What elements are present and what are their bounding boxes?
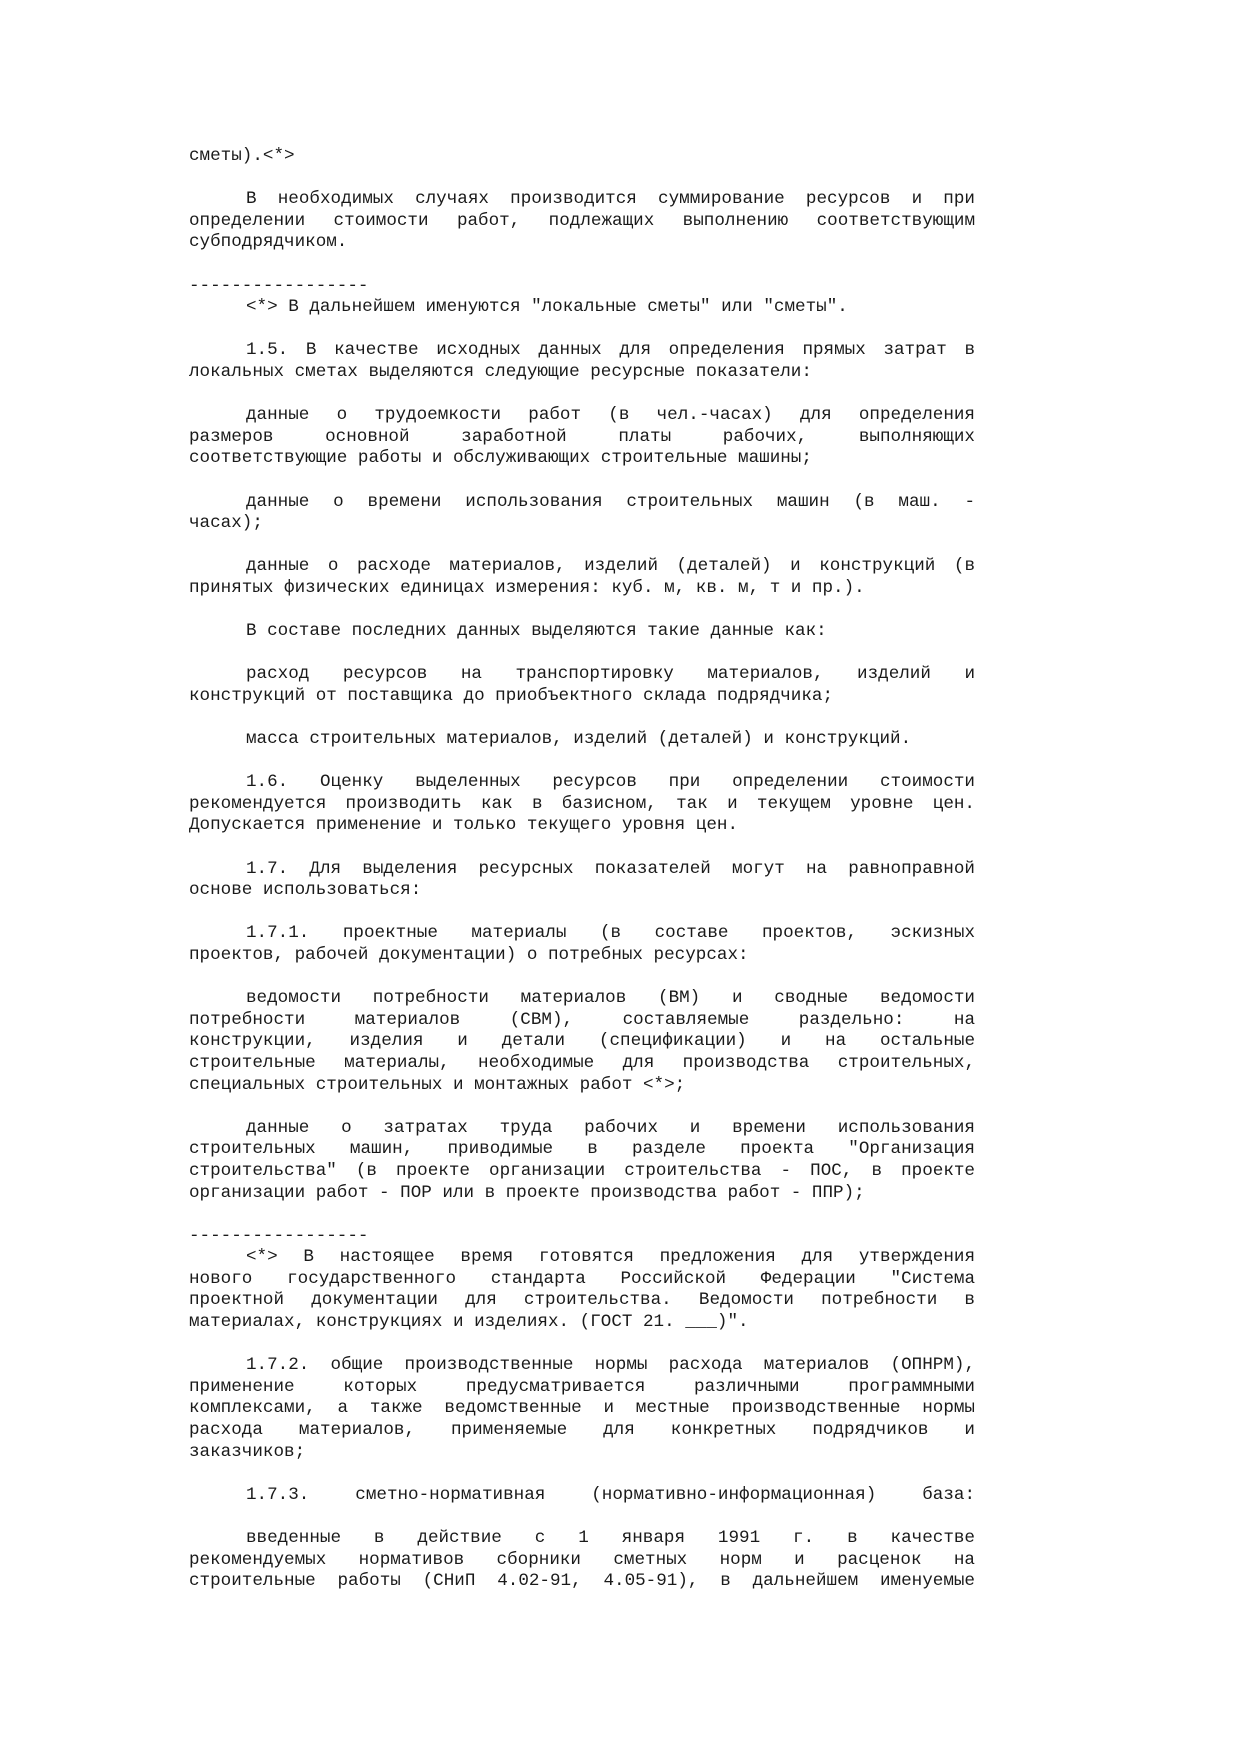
text-line: 1.7.2. общие производственные нормы расхода материалов (ОПНРМ),	[246, 1355, 975, 1376]
text-block	[189, 621, 975, 643]
text-line: применение которых предусматривается различными программными	[189, 1376, 975, 1397]
text-line: проектов, рабочей документации) о потребных ресурсах:	[189, 944, 749, 965]
paragraph-gap	[189, 751, 975, 773]
paragraph-gap	[189, 643, 975, 665]
paragraph-gap	[189, 1204, 975, 1226]
text-block	[189, 146, 975, 168]
text-line: расхода материалов, применяемые для конкретных подрядчиков и	[189, 1420, 975, 1441]
text-block	[189, 189, 975, 254]
text-line: локальных сметах выделяются следующие ресурсные показатели:	[189, 361, 812, 382]
text-line: 1.7.1. проектные материалы (в составе проектов, эскизных	[246, 923, 975, 944]
text-block	[189, 1485, 975, 1507]
text-line: рекомендуется производить как в базисном, так и текущем уровне цен.	[189, 793, 975, 814]
text-block	[189, 340, 975, 383]
text-line: соответствующие работы и обслуживающих строительные машины;	[189, 448, 812, 469]
text-line: введенные в действие с 1 января 1991 г. в качестве	[246, 1528, 975, 1548]
paragraph-gap	[189, 254, 975, 276]
text-line: рекомендуемых нормативов сборники сметных норм и расценок на	[189, 1549, 975, 1570]
text-block	[189, 405, 975, 470]
text-block	[189, 772, 975, 837]
text-line: строительных машин, приводимые в разделе проекта "Организация	[189, 1139, 975, 1160]
text-line: определении стоимости работ, подлежащих выполнению соответствующим	[189, 210, 975, 231]
text-line: проектной документации для строительства. Ведомости потребности в	[189, 1290, 975, 1311]
text-block	[189, 556, 975, 599]
text-line: Допускается применение и только текущего уровня цен.	[189, 815, 739, 836]
text-line: конструкций от поставщика до приобъектного склада подрядчика;	[189, 685, 834, 706]
text-line: комплексами, а также ведомственные и местные производственные нормы	[189, 1398, 975, 1419]
text-line: данные о затратах труда рабочих и времени использования	[246, 1117, 975, 1138]
text-line: данные о расходе материалов, изделий (деталей) и конструкций (в	[246, 556, 975, 577]
text-block	[189, 664, 975, 707]
text-line: <*> В дальнейшем именуются "локальные сметы" или "сметы".	[246, 297, 848, 318]
text-line: масса строительных материалов, изделий (деталей) и конструкций.	[246, 729, 912, 750]
text-line: 1.7. Для выделения ресурсных показателей могут на равноправной	[246, 858, 975, 879]
text-line: 1.7.3. сметно-нормативная (нормативно-информационная) база:	[246, 1484, 975, 1505]
text-line: -----------------	[189, 1225, 369, 1246]
text-line: сметы).<*>	[189, 146, 295, 166]
text-line: В составе последних данных выделяются такие данные как:	[246, 621, 827, 642]
paragraph-gap	[189, 384, 975, 406]
text-block	[189, 1528, 975, 1593]
paragraph-gap	[189, 470, 975, 492]
paragraph-gap	[189, 837, 975, 859]
text-line: нового государственного стандарта Российской Федерации "Система	[189, 1268, 975, 1289]
text-block	[189, 1355, 975, 1463]
text-line: основе использоваться:	[189, 880, 422, 901]
text-line: строительства" (в проекте организации строительства - ПОС, в проекте	[189, 1160, 975, 1181]
text-line: материалах, конструкциях и изделиях. (ГОСТ 21. ___)".	[189, 1312, 749, 1333]
text-block	[189, 923, 975, 966]
text-line: <*> В настоящее время готовятся предложения для утверждения	[246, 1247, 975, 1268]
paragraph-gap	[189, 319, 975, 341]
text-block	[189, 859, 975, 902]
text-block	[189, 729, 975, 751]
text-block	[189, 1226, 975, 1334]
text-line: конструкции, изделия и детали (спецификации) и на остальные	[189, 1031, 975, 1052]
text-line: данные о времени использования строительных машин (в маш. -	[246, 491, 975, 512]
text-line: строительные материалы, необходимые для производства строительных,	[189, 1052, 975, 1073]
text-line: размеров основной заработной платы рабочих, выполняющих	[189, 426, 975, 447]
text-line: В необходимых случаях производится суммирование ресурсов и при	[246, 189, 975, 210]
text-line: 1.5. В качестве исходных данных для определения прямых затрат в	[246, 340, 975, 361]
text-block	[189, 1118, 975, 1204]
document-page	[189, 146, 975, 1593]
text-line: потребности материалов (СВМ), составляемые раздельно: на	[189, 1009, 975, 1030]
text-block	[189, 276, 975, 319]
text-block	[189, 988, 975, 1096]
paragraph-gap	[189, 707, 975, 729]
text-line: строительные работы (СНиП 4.02-91, 4.05-91), в дальнейшем именуемые	[189, 1571, 975, 1592]
text-line: часах);	[189, 513, 263, 534]
text-line: данные о трудоемкости работ (в чел.-часах) для определения	[246, 405, 975, 426]
paragraph-gap	[189, 168, 975, 190]
paragraph-gap	[189, 967, 975, 989]
paragraph-gap	[189, 1096, 975, 1118]
text-line: заказчиков;	[189, 1441, 306, 1462]
text-line: -----------------	[189, 275, 369, 296]
text-line: субподрядчиком.	[189, 232, 348, 253]
text-block	[189, 492, 975, 535]
paragraph-gap	[189, 535, 975, 557]
text-line: ведомости потребности материалов (ВМ) и сводные ведомости	[246, 988, 975, 1009]
paragraph-gap	[189, 902, 975, 924]
text-line: принятых физических единицах измерения: куб. м, кв. м, т и пр.).	[189, 577, 865, 598]
text-line: специальных строительных и монтажных работ <*>;	[189, 1074, 686, 1095]
text-line: 1.6. Оценку выделенных ресурсов при определении стоимости	[246, 772, 975, 793]
paragraph-gap	[189, 1463, 975, 1485]
paragraph-gap	[189, 1506, 975, 1528]
paragraph-gap	[189, 599, 975, 621]
text-line: расход ресурсов на транспортировку материалов, изделий и	[246, 664, 975, 685]
paragraph-gap	[189, 1334, 975, 1356]
text-line: организации работ - ПОР или в проекте производства работ - ППР);	[189, 1182, 865, 1203]
